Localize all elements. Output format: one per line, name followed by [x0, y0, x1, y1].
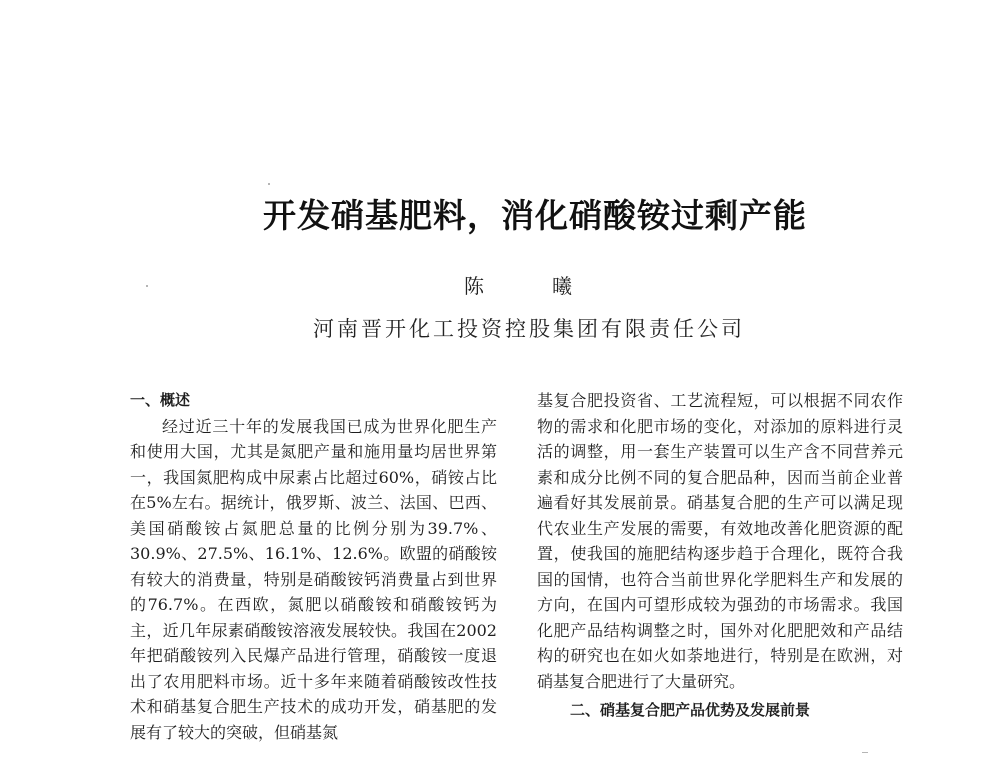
author-name: 陈 曦 — [464, 274, 596, 298]
continued-paragraph: 基复合肥投资省、工艺流程短，可以根据不同农作物的需求和化肥市场的变化，对添加的原料进行灵活的调整，用一套生产装置可以生产含不同营养元素和成分比例不同的复合肥品种，因而当前企业普遍看好其发展前景。硝基复合肥的生产可以满足现代农业生产发展的需要，有效地改善化肥资源的配置，使我国的施肥结构逐步趋于合理化，既符合我国的国情，也符合当前世界化学肥料生产和发展的方向，在国内可望形成较为强劲的市场需求。我国化肥产品结构调整之时，国外对化肥肥效和产品结构的研究也在如火如荼地进行，特别是在欧洲，对硝基复合肥进行了大量研究。 — [537, 391, 903, 691]
scan-speck — [146, 285, 148, 287]
scan-speck — [862, 752, 868, 753]
section-heading-advantages: 二、硝基复合肥产品优势及发展前景 — [570, 701, 811, 719]
article-title: 开发硝基肥料，消化硝酸铵过剩产能 — [263, 196, 807, 235]
left-column — [130, 388, 497, 745]
section-heading-overview: 一、概述 — [130, 391, 191, 409]
overview-paragraph: 经过近三十年的发展我国已成为世界化肥生产和使用大国，尤其是氮肥产量和施用量均居世界第一，我国氮肥构成中尿素占比超过60%，硝铵占比在5%左右。据统计，俄罗斯、波兰、法国、巴西、美国硝酸铵占氮肥总量的比例分别为39.7%、30.9%、27.5%、16.1%、12.6%。欧盟的硝酸铵有较大的消费量，特别是硝酸铵钙消费量占到世界的76.7%。在西欧，氮肥以硝酸铵和硝酸铵钙为主，近几年尿素硝酸铵溶液发展较快。我国在2002年把硝酸铵列入民爆产品进行管理，硝酸铵一度退出了农用肥料市场。近十多年来随着硝酸铵改性技术和硝基复合肥生产技术的成功开发，硝基肥的发展有了较大的突破，但硝基氮 — [130, 416, 497, 742]
right-column — [537, 388, 903, 724]
author-affiliation: 河南晋开化工投资控股集团有限责任公司 — [313, 317, 745, 341]
scan-speck — [268, 183, 270, 185]
